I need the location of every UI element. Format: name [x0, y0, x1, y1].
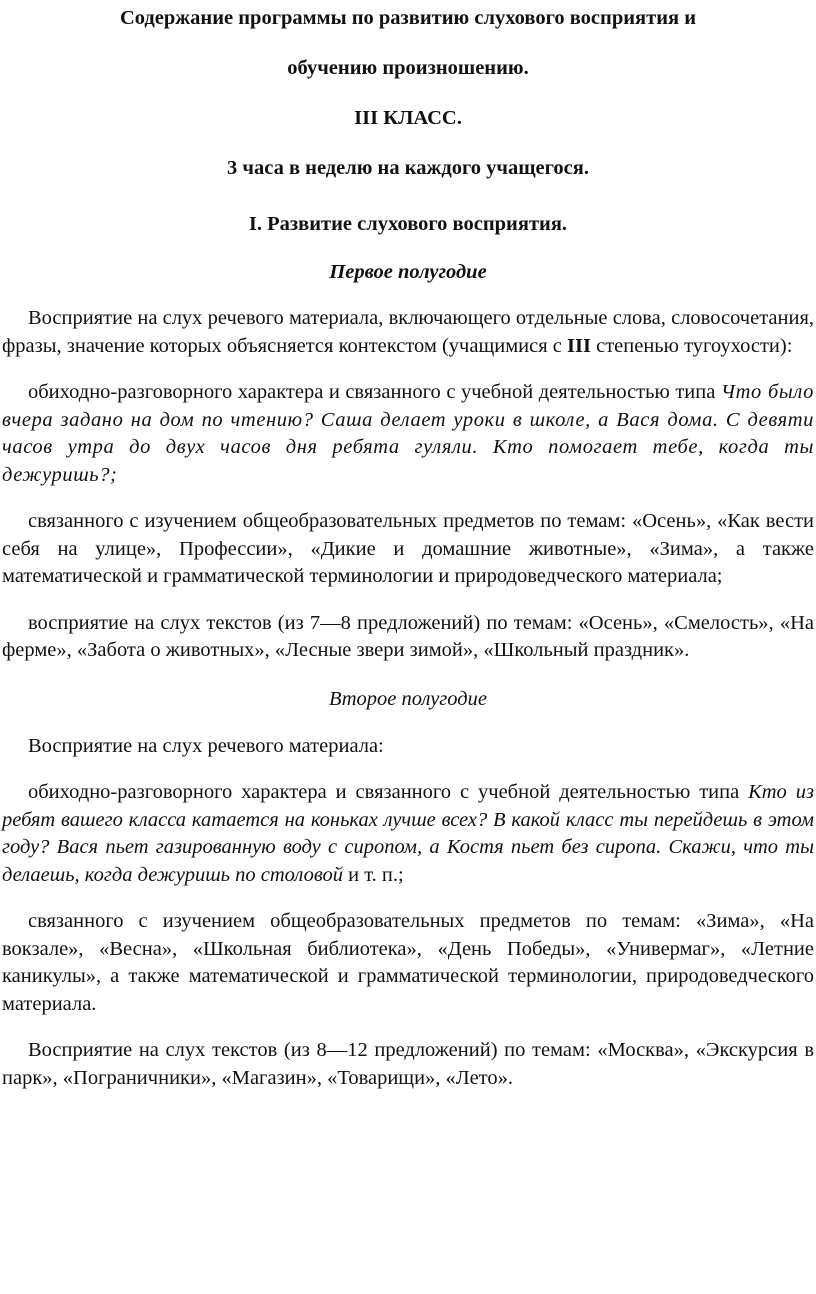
document-title-line1: Содержание программы по развитию слухового восприятия и: [119, 7, 697, 29]
second-half-label: Второе полугодие: [328, 687, 487, 710]
paragraph-text: обиходно-разговорного характера и связанного с учебной деятельностью типа: [28, 381, 721, 403]
second-half-paragraph-3: связанного с изучением общеобразовательных предметов по темам: «Зима», «На вокзале», «Весна», «Школьная библиотека», «День Победы», «Универмаг», «Летние каникулы», а также математической и грамматической терминологии, природоведческого материала.: [2, 910, 814, 1015]
example-phrase: Кто из ребят вашего класса катается на коньках лучше всех? В какой класс ты перейдешь в этом году? Вася пьет газированную воду с сиропом, а Костя пьет без сиропа. Скажи, что ты делаешь, когда дежуришь по столовой: [2, 781, 814, 886]
paragraph-text: и т. п.;: [342, 863, 404, 886]
first-half-paragraph-2: [2, 379, 814, 489]
example-phrase: Что было вчера задано на дом по чтению?: [2, 381, 814, 431]
example-phrase: Кто помогает тебе, когда ты дежуришь?;: [2, 436, 814, 486]
roman-numeral: III: [567, 334, 591, 357]
grade-heading: III КЛАСС.: [354, 107, 462, 129]
example-phrase: Саша делает уроки в школе, а Вася дома. С девяти часов утра до двух часов дня ребята гуляли.: [2, 408, 814, 458]
first-half-paragraph-1: [2, 305, 814, 360]
second-half-paragraph-1: Восприятие на слух речевого материала:: [28, 734, 384, 757]
first-half-paragraph-3: связанного с изучением общеобразовательных предметов по темам: «Осень», «Как вести себя на улице», Профессии», «Дикие и домашние животные», «Зима», а также математической и грамматической терминологии и природоведческого материала;: [2, 510, 814, 587]
document-title-line2: обучению произношению.: [287, 57, 529, 79]
paragraph-text: Восприятие на слух речевого материала, включающего отдельные слова, словосочетания, фразы, значение которых объясняется контекстом (учащимися с: [2, 307, 814, 357]
first-half-label: Первое полугодие: [329, 261, 487, 283]
first-half-paragraph-4: восприятие на слух текстов (из 7—8 предложений) по темам: «Осень», «Смелость», «На ферме», «Забота о животных», «Лесные звери зимой», «Школьный праздник».: [2, 611, 814, 661]
hours-heading: 3 часа в неделю на каждого учащегося.: [227, 157, 589, 179]
paragraph-text: обиходно-разговорного характера и связанного с учебной деятельностью типа: [28, 781, 749, 803]
second-half-paragraph-4: Восприятие на слух текстов (из 8—12 предложений) по темам: «Москва», «Экскурсия в парк», «Пограничники», «Магазин», «Товарищи», «Лето».: [2, 1039, 814, 1089]
paragraph-text: степенью тугоухости):: [590, 334, 793, 357]
second-half-paragraph-2: [2, 779, 814, 889]
section-heading: I. Развитие слухового восприятия.: [248, 213, 568, 235]
